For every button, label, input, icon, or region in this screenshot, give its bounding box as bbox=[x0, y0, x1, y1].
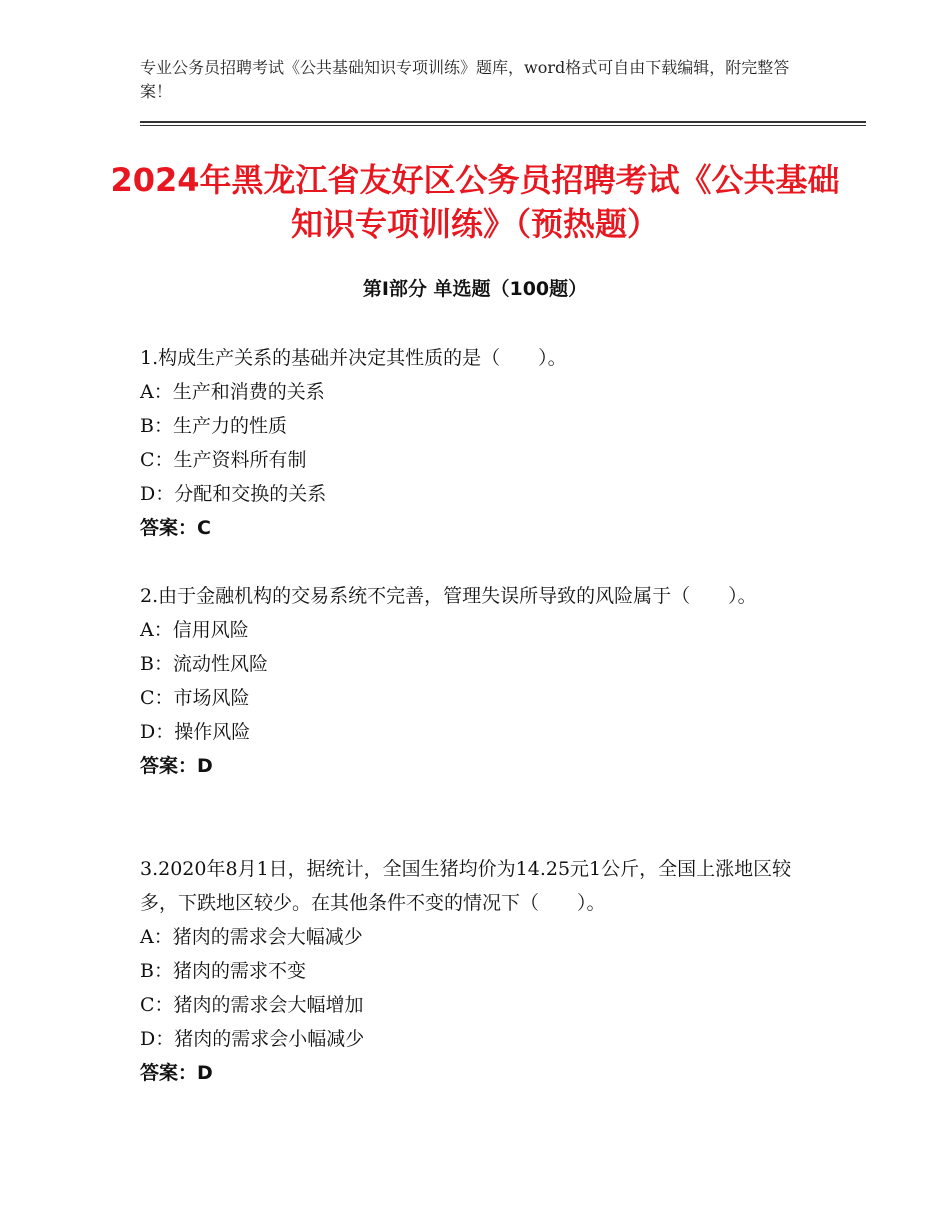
option-b: B：流动性风险 bbox=[140, 653, 268, 675]
answer: 答案：D bbox=[140, 755, 213, 777]
option-b: B：生产力的性质 bbox=[140, 415, 287, 437]
question-stem: 1.构成生产关系的基础并决定其性质的是（ ）。 bbox=[140, 347, 567, 369]
question-stem: 2.由于金融机构的交易系统不完善，管理失误所导致的风险属于（ ）。 bbox=[140, 585, 757, 607]
header-divider-thin bbox=[140, 125, 866, 126]
option-b: B：猪肉的需求不变 bbox=[140, 960, 306, 982]
question-stem: 3.2020年8月1日，据统计，全国生猪均价为14.25元1公斤，全国上涨地区较多，下跌地区较少。在其他条件不变的情况下（ ）。 bbox=[140, 858, 792, 914]
option-a: A：信用风险 bbox=[140, 619, 249, 641]
option-d: D：操作风险 bbox=[140, 721, 251, 743]
header-note: 专业公务员招聘考试《公共基础知识专项训练》题库，word格式可自由下载编辑，附完整答案！ bbox=[140, 58, 790, 101]
question-2 bbox=[140, 579, 820, 783]
option-c: C：生产资料所有制 bbox=[140, 449, 307, 471]
option-c: C：猪肉的需求会大幅增加 bbox=[140, 994, 364, 1016]
question-3 bbox=[140, 852, 820, 1090]
document-title: 2024年黑龙江省友好区公务员招聘考试《公共基础知识专项训练》（预热题） bbox=[110, 161, 840, 243]
section-title: 第Ⅰ部分 单选题（100题） bbox=[362, 278, 588, 300]
option-a: A：猪肉的需求会大幅减少 bbox=[140, 926, 363, 948]
option-c: C：市场风险 bbox=[140, 687, 250, 709]
option-d: D：猪肉的需求会小幅减少 bbox=[140, 1028, 365, 1050]
answer: 答案：D bbox=[140, 1062, 213, 1084]
header-divider bbox=[140, 121, 866, 123]
answer: 答案：C bbox=[140, 517, 211, 539]
option-a: A：生产和消费的关系 bbox=[140, 381, 325, 403]
question-1 bbox=[140, 341, 820, 545]
option-d: D：分配和交换的关系 bbox=[140, 483, 327, 505]
